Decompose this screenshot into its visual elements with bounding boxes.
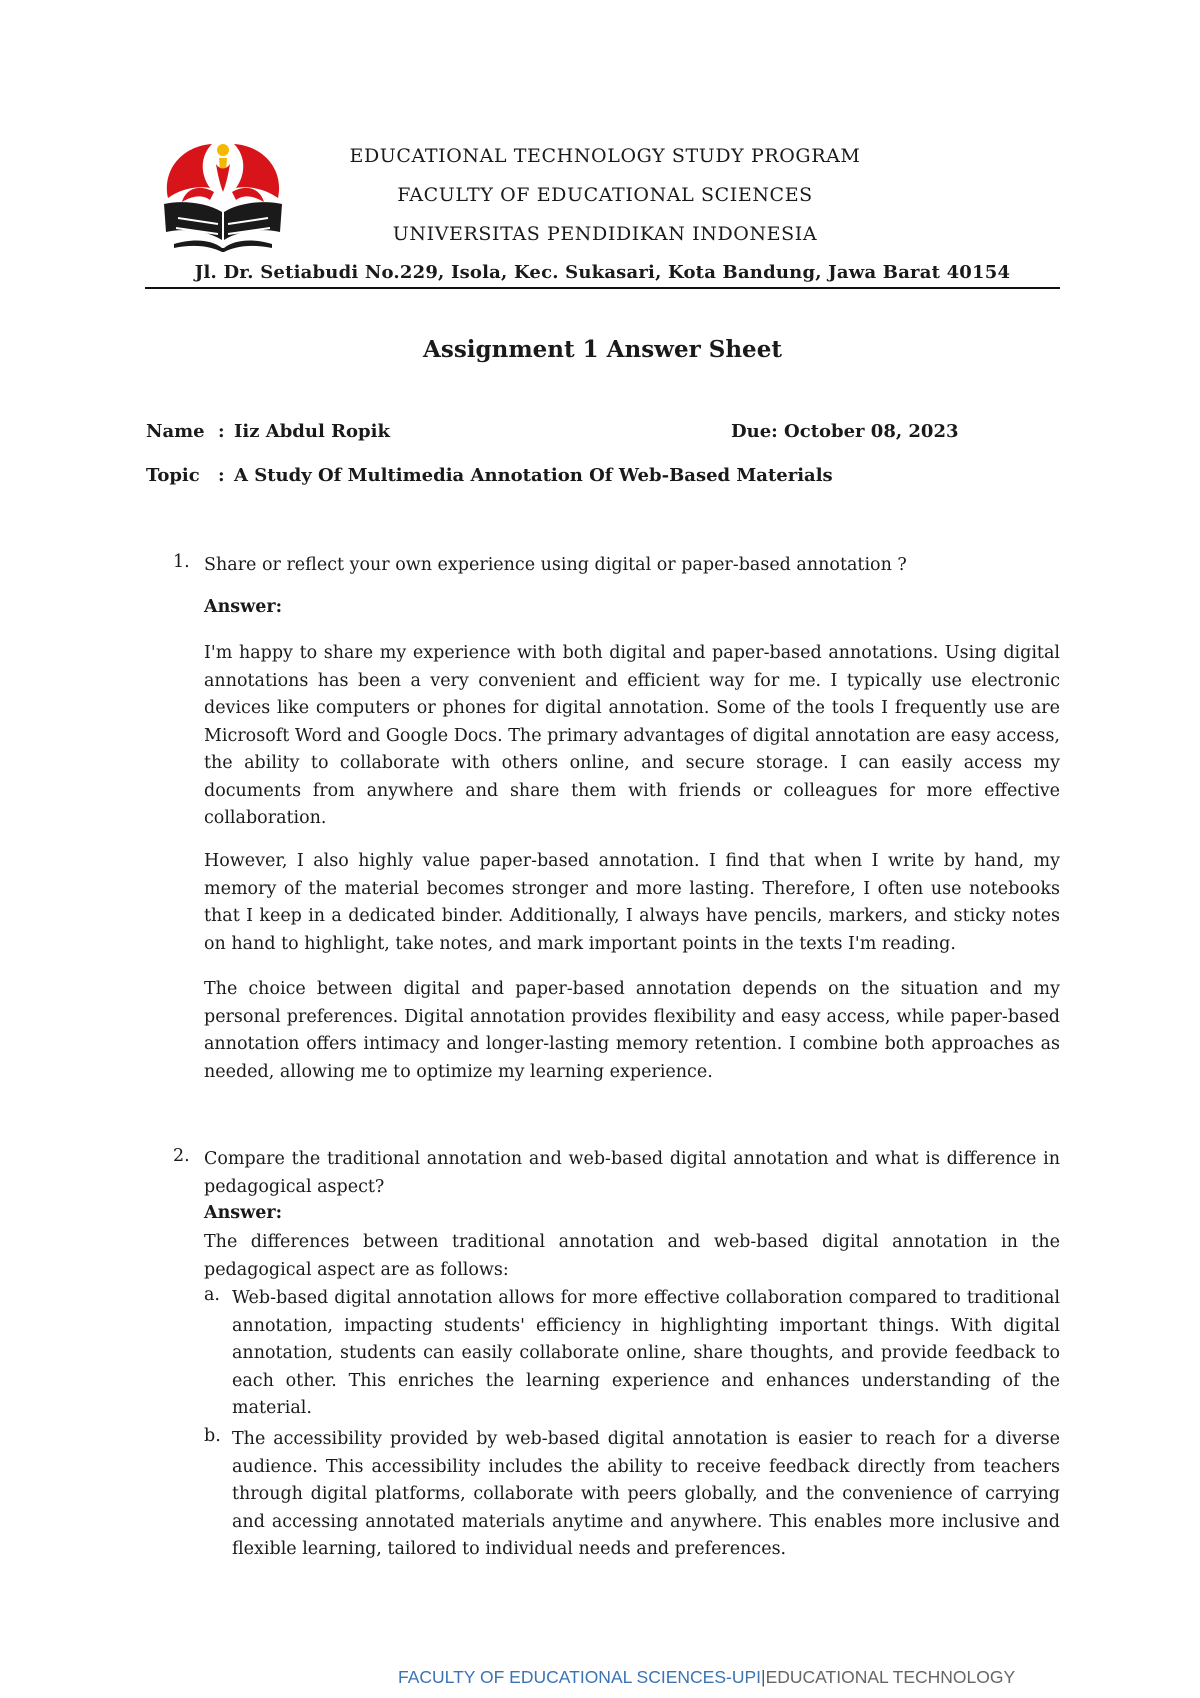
answer-point: The accessibility provided by web-based digital annotation is easier to reach for a diverse audience. This accessibility includes the ability to receive feedback directly from teachers through digital platforms, collaborate with peers globally, and the convenience of carrying and accessing annotated materials anytime and anywhere. This enables more inclusive and flexible learning, tailored to individual needs and preferences. — [232, 1429, 1060, 1559]
point-marker: a. — [204, 1285, 220, 1305]
topic-colon: : — [218, 465, 225, 486]
question-text: Compare the traditional annotation and web-based digital annotation and what is difference in pedagogical aspect? — [204, 1149, 1060, 1197]
program-name: EDUCATIONAL TECHNOLOGY STUDY PROGRAM — [349, 145, 861, 167]
letterhead-divider — [145, 287, 1060, 289]
topic-label: Topic — [146, 465, 200, 486]
name-label: Name — [146, 421, 205, 442]
university-name: UNIVERSITAS PENDIDIKAN INDONESIA — [392, 223, 818, 245]
question-text: Share or reflect your own experience using digital or paper-based annotation ? — [204, 555, 907, 575]
answer-intro: The differences between traditional annotation and web-based digital annotation in the pedagogical aspect are as follows: — [204, 1232, 1060, 1280]
name-colon: : — [218, 421, 225, 442]
question-number: 1. — [173, 552, 190, 572]
topic-value: A Study Of Multimedia Annotation Of Web-Based Materials — [234, 465, 833, 486]
answer-point: Web-based digital annotation allows for more effective collaboration compared to traditional annotation, impacting students' efficiency in highlighting important things. With digital annotation, students can easily collaborate online, share thoughts, and provide feedback to each other. This enriches the learning experience and enhances understanding of the material. — [232, 1288, 1060, 1418]
answer-label: Answer: — [204, 597, 283, 617]
footer-program: EDUCATIONAL TECHNOLOGY — [765, 1667, 1016, 1687]
answer-paragraph: However, I also highly value paper-based annotation. I find that when I write by hand, my memory of the material becomes stronger and more lasting. Therefore, I often use notebooks that I keep in a dedicated binder. Additionally, I always have pencils, markers, and sticky notes on hand to highlight, take notes, and mark important points in the texts I'm reading. — [204, 851, 1060, 954]
answer-label: Answer: — [204, 1203, 283, 1223]
footer-separator: | — [761, 1667, 766, 1687]
student-name: Iiz Abdul Ropik — [234, 421, 390, 442]
university-address: Jl. Dr. Setiabudi No.229, Isola, Kec. Sukasari, Kota Bandung, Jawa Barat 40154 — [194, 262, 1011, 283]
page-footer — [398, 1667, 1015, 1688]
logo-flame — [217, 144, 229, 156]
due-date: Due: October 08, 2023 — [731, 421, 959, 442]
answer-paragraph: The choice between digital and paper-based annotation depends on the situation and my personal preferences. Digital annotation provides flexibility and easy access, while paper-based annotation offers intimacy and longer-lasting memory retention. I combine both approaches as needed, allowing me to optimize my learning experience. — [204, 979, 1060, 1082]
question-number: 2. — [173, 1146, 190, 1166]
point-marker: b. — [204, 1426, 221, 1446]
document-title: Assignment 1 Answer Sheet — [423, 336, 782, 363]
answer-paragraph: I'm happy to share my experience with both digital and paper-based annotations. Using digital annotations has been a very convenient and efficient way for me. I typically use electronic devices like computers or phones for digital annotation. Some of the tools I frequently use are Microsoft Word and Google Docs. The primary advantages of digital annotation are easy access, the ability to collaborate with others online, and secure storage. I can easily access my documents from anywhere and share them with friends or colleagues for more effective collaboration. — [204, 643, 1060, 828]
faculty-name: FACULTY OF EDUCATIONAL SCIENCES — [397, 184, 813, 206]
footer-faculty: FACULTY OF EDUCATIONAL SCIENCES-UPI — [398, 1667, 762, 1687]
